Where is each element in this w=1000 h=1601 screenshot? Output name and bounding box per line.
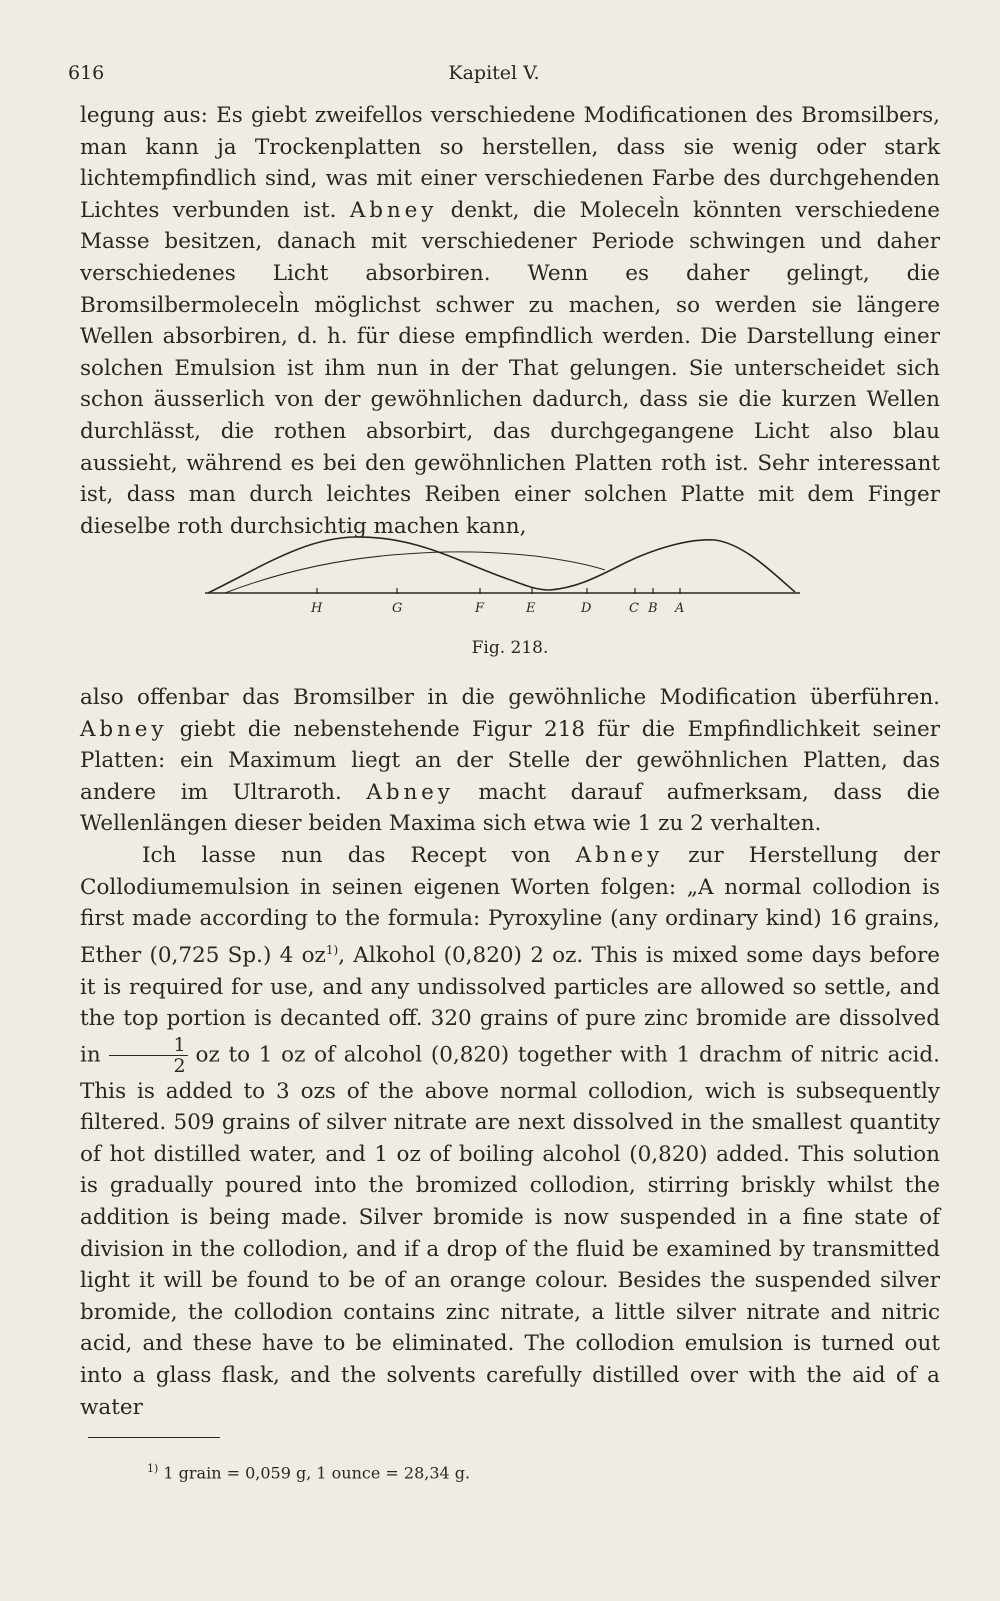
label-G: G [392, 601, 403, 616]
text-run: , Alkohol (0,820) 2 oz. This is mixed some days before it is required for use, and any undissolved particles are allowed so settle, and the top portion is decanted off. 320 grains of pure zinc bromide are dissolved in [80, 942, 941, 1068]
label-C: C [629, 601, 639, 616]
fraction-denominator: 2 [173, 1054, 186, 1077]
sensitivity-curve [208, 537, 795, 593]
author-name: Abney [575, 842, 664, 868]
text-run: giebt die nebenstehende Figur 218 für die Empfindlichkeit seiner Platten: ein Maximum liegt an der Stelle der gewöhnlichen Platten, das andere im Ultraroth. [80, 716, 940, 805]
paragraph-1 [80, 100, 940, 542]
footnote-text: 1 grain = 0,059 g, 1 ounce = 28,34 g. [158, 1463, 471, 1483]
figure-218 [205, 530, 815, 670]
footnote-reference: 1) [325, 942, 339, 957]
text-run: Ich lasse nun das Recept von [142, 842, 576, 868]
figure-caption: Fig. 218. [471, 638, 549, 658]
page-number: 616 [68, 62, 105, 84]
sensitivity-curve-diagram [205, 530, 815, 630]
secondary-curve [225, 552, 605, 593]
author-name: Abney [349, 197, 438, 223]
footnote-rule [88, 1437, 220, 1438]
author-name: Abney [80, 716, 168, 742]
label-A: A [675, 601, 685, 616]
text-run: denkt, die Molecel̀n könnten verschiedene Masse besitzen, danach mit verschiedener Periode schwingen und daher verschiedenes Licht absorbiren. Wenn es daher gelingt, die Bromsilbermolecel̀n möglichst schwer zu machen, so werden sie längere Wellen absorbiren, d. h. für diese empfindlich werden. Die Darstellung einer solchen Emulsion ist ihm nun in der That gelungen. Sie unterscheidet sich schon äusserlich von der gewöhnlichen dadurch, dass sie die kurzen Wellen durchlässt, die rothen absorbirt, das durchgegangene Licht also blau aussieht, während es bei den gewöhnlichen Platten roth ist. Sehr interessant ist, dass man durch leichtes Reiben einer solchen Platte mit dem Finger dieselbe roth durchsichtig machen kann, [80, 197, 940, 539]
text-run: legung aus: Es giebt zweifellos verschiedene Modificationen des Bromsilbers, man kann ja Trockenplatten so herstellen, dass sie wenig oder stark lichtempfindlich sind, was mit einer verschiedenen Farbe des durchgehenden Lichtes verbunden ist. [80, 103, 940, 223]
text-run: oz to 1 oz of alcohol (0,820) together with 1 drachm of nitric acid. This is added to 3 ozs of the above normal collodion, wich is subsequently filtered. 509 grains of silver nitrate are next dissolved in the smallest quantity of hot distilled water, and 1 oz of boiling alcohol (0,820) added. This solution is gradually poured into the bromized collodion, stirring briskly whilst the addition is being made. Silver bromide is now suspended in a fine state of division in the collodion, and if a drop of the fluid be examined by transmitted light it will be found to be of an orange colour. Besides the suspended silver bromide, the collodion contains zinc nitrate, a little silver nitrate and nitric acid, and these have to be eliminated. The collodion emulsion is turned out into a glass flask, and the solvents carefully distilled over with the aid of a water [80, 1042, 941, 1420]
paragraph-2 [80, 682, 940, 840]
footnote-marker: 1) [147, 1462, 159, 1475]
label-F: F [475, 601, 485, 616]
footnote [147, 1462, 470, 1482]
text-run: also offenbar das Bromsilber in die gewöhnliche Modification überführen. [80, 685, 940, 710]
label-B: B [648, 601, 658, 616]
page-header [68, 62, 920, 92]
author-name: Abney [366, 779, 454, 805]
paragraph-block-2 [80, 682, 940, 1423]
label-D: D [581, 601, 592, 616]
label-E: E [526, 601, 536, 616]
fraction-one-half [109, 1035, 187, 1076]
paragraph-3 [80, 840, 940, 1423]
text-run: macht darauf aufmerksam, dass die Wellenlängen dieser beiden Maxima sich etwa wie 1 zu 2 verhalten. [80, 779, 940, 837]
label-H: H [311, 601, 323, 616]
running-head: Kapitel V. [448, 62, 540, 84]
text-run: zur Herstellung der Collodiumemulsion in seinen eigenen Worten folgen: „A normal collodion is first made according to the formula: Pyroxyline (any ordinary kind) 16 grains, Ether (0,725 Sp.) 4 oz [80, 842, 941, 968]
fraction-numerator: 1 [109, 1035, 187, 1056]
